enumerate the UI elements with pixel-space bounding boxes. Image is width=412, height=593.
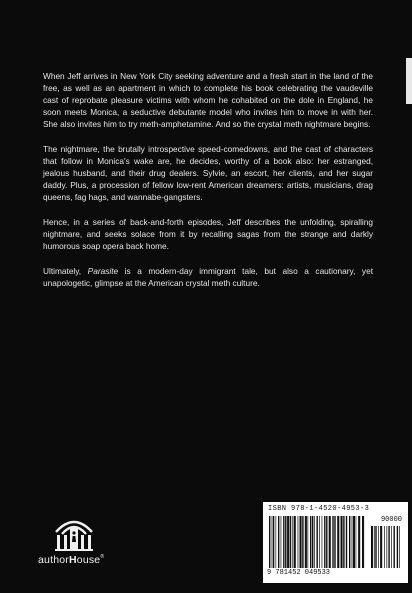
isbn-barcode	[263, 502, 408, 583]
publisher-name	[38, 554, 118, 566]
spine-edge-mark	[406, 58, 412, 104]
publisher-name-part2: H	[68, 554, 77, 566]
barcode-digits: 9 781452 049533	[267, 569, 331, 577]
blurb-paragraph-4-rest: is a modern-day immigrant tale, but also a cautionary, yet unapologetic, glimpse at the American crystal meth culture.	[43, 266, 374, 288]
registered-mark: ®	[100, 554, 105, 560]
publisher-name-part3: ouse	[76, 554, 101, 566]
authorhouse-logo-icon	[52, 514, 96, 552]
blurb-paragraph-3: Hence, in a series of back-and-forth episodes, Jeff describes the unfolding, spiralling nightmare, and seeks solace from it by recalling sagas from the strange and darkly humorous soap opera back home.	[43, 217, 373, 251]
blurb-paragraph-4	[43, 265, 373, 289]
publisher-logo	[38, 514, 112, 574]
publisher-name-part1: author	[38, 554, 69, 566]
back-cover-blurb	[43, 70, 373, 302]
barcode-addon-digits: 90000	[380, 516, 402, 524]
book-title-italic: Parasite	[87, 266, 119, 276]
blurb-paragraph-4-lead: Ultimately,	[43, 266, 88, 276]
isbn-label: ISBN 978-1-4520-4953-3	[268, 505, 370, 513]
blurb-paragraph-1: When Jeff arrives in New York City seeking adventure and a fresh start in the land of the free, as well as an apartment in which to complete his book celebrating the vaudeville cast of reprobate pleasure victims with whom he cohabited on the dole in England, he soon meets Monica, a seductive debutante model who invites him to move in with her. She also invites him to try meth-amphetamine. And so the crystal meth nightmare begins.	[43, 71, 373, 129]
blurb-paragraph-2: The nightmare, the brutally introspective speed-comedowns, and the cast of characters that follow in Monica's wake are, he decides, worthy of a book also: her estranged, jealous husband, and their drug dealers. Sylvie, an escort, her clients, and her sugar daddy. Plus, a procession of fellow low-rent American dreamers: artists, musicians, drag queens, fag hags, and wannabe-gangsters.	[43, 144, 373, 202]
